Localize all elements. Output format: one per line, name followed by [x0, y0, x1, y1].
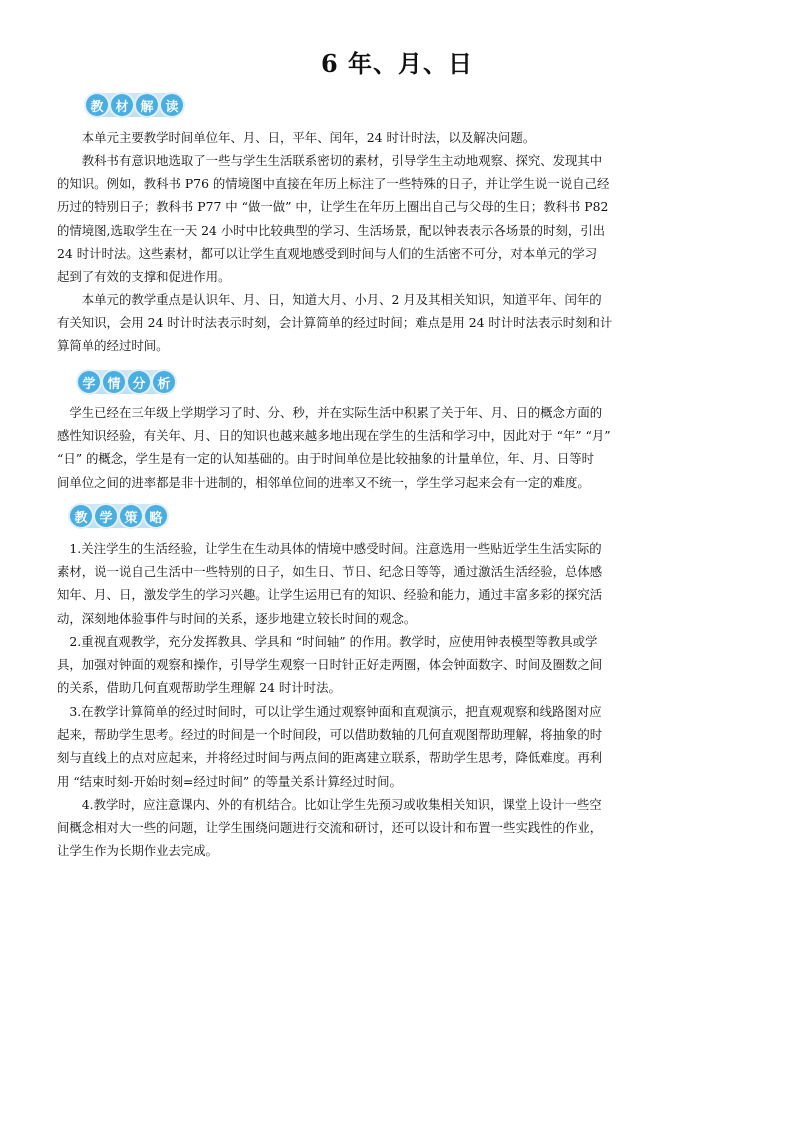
paragraph: 2.重视直观教学，充分发挥教具、学具和 “时间轴” 的作用。教学时，应使用钟表模型等教具或学 具，加强对钟面的观察和操作，引导学生观察一日时针正好走两圈，体会钟面数字、时间及圈数之间 的关系，借助几何直观帮助学生理解 24 时计时法。 — [57, 634, 603, 696]
badge-char: 析 — [153, 371, 175, 393]
badge-char: 略 — [145, 505, 167, 527]
paragraph: 教科书有意识地选取了一些与学生生活联系密切的素材，引导学生主动地观察、探究、发现其中 的知识。例如，教科书 P76 的情境图中直接在年历上标注了一些特殊的日子，并让学生说一说自己经 历过的特别日子；教科书 P77 中 “做一做” 中，让学生在年历上圈出自己与父母的生日；教科书 P82 的情境图,选取学生在一天 24 小时中比较典型的学习、生活场景，配以钟表表示各场景的时刻，引出 24 时计时法。这些素材，都可以让学生直观地感受到时间与人们的生活密不可分，对本单元的学习 起到了有效的支撑和促进作用。 — [57, 153, 610, 285]
badge-char: 分 — [128, 371, 150, 393]
paragraph: 3.在教学计算简单的经过时间时，可以让学生通过观察钟面和直观演示，把直观观察和线路图对应 起来，帮助学生思考。经过的时间是一个时间段，可以借助数轴的几何直观图帮助理解，将抽象的时 刻与直线上的点对应起来，并将经过时间与两点间的距离建立联系，帮助学生思考，降低难度。再利 用 “结束时刻-开始时刻=经过时间” 的等量关系计算经过时间。 — [57, 704, 603, 789]
paragraph: 本单元的教学重点是认识年、月、日，知道大月、小月、2 月及其相关知识，知道平年、闰年的 有关知识，会用 24 时计时法表示时刻，会计算简单的经过时间；难点是用 24 时计时法表示时刻和计 算简单的经过时间。 — [57, 292, 613, 354]
paragraph: 1.关注学生的生活经验，让学生在生动具体的情境中感受时间。注意选用一些贴近学生生活实际的 素材，说一说自己生活中一些特别的日子，如生日、节日、纪念日等等，通过激活生活经验，总体感 知年、月、日，激发学生的学习兴趣。让学生运用已有的知识、经验和能力，通过丰富多彩的探究活 动，深刻地体验事件与时间的关系，逐步地建立较长时间的观念。 — [57, 541, 603, 626]
paragraph: 学生已经在三年级上学期学习了时、分、秒，并在实际生活中积累了关于年、月、日的概念方面的 感性知识经验，有关年、月、日的知识也越来越多地出现在学生的生活和学习中，因此对于 “年” “月” “日” 的概念，学生是有一定的认知基础的。由于时间单位是比较抽象的计量单位，年、月、日等时 间单位之间的进率都是非十进制的，相邻单位间的进率又不统一，学生学习起来会有一定的难度。 — [57, 405, 611, 490]
badge-char: 策 — [120, 505, 142, 527]
badge-char: 解 — [136, 94, 158, 116]
badge-char: 学 — [95, 505, 117, 527]
badge-char: 教 — [70, 505, 92, 527]
page-title: 6 年、月、日 — [320, 49, 474, 78]
section-badge-learning-analysis — [76, 368, 174, 396]
paragraph: 本单元主要教学时间单位年、月、日，平年、闰年，24 时计时法，以及解决问题。 — [57, 130, 536, 145]
badge-char: 教 — [86, 94, 108, 116]
badge-char: 读 — [161, 94, 183, 116]
badge-char: 材 — [111, 94, 133, 116]
badge-char: 情 — [103, 371, 125, 393]
section-badge-textbook-interpretation — [84, 91, 182, 119]
section-badge-teaching-strategy — [68, 502, 166, 530]
badge-char: 学 — [78, 371, 100, 393]
paragraph: 4.教学时，应注意课内、外的有机结合。比如让学生先预习或收集相关知识，课堂上设计一些空 间概念相对大一些的问题，让学生围绕问题进行交流和研讨，还可以设计和布置一些实践性的作业， 让学生作为长期作业去完成。 — [57, 797, 603, 859]
